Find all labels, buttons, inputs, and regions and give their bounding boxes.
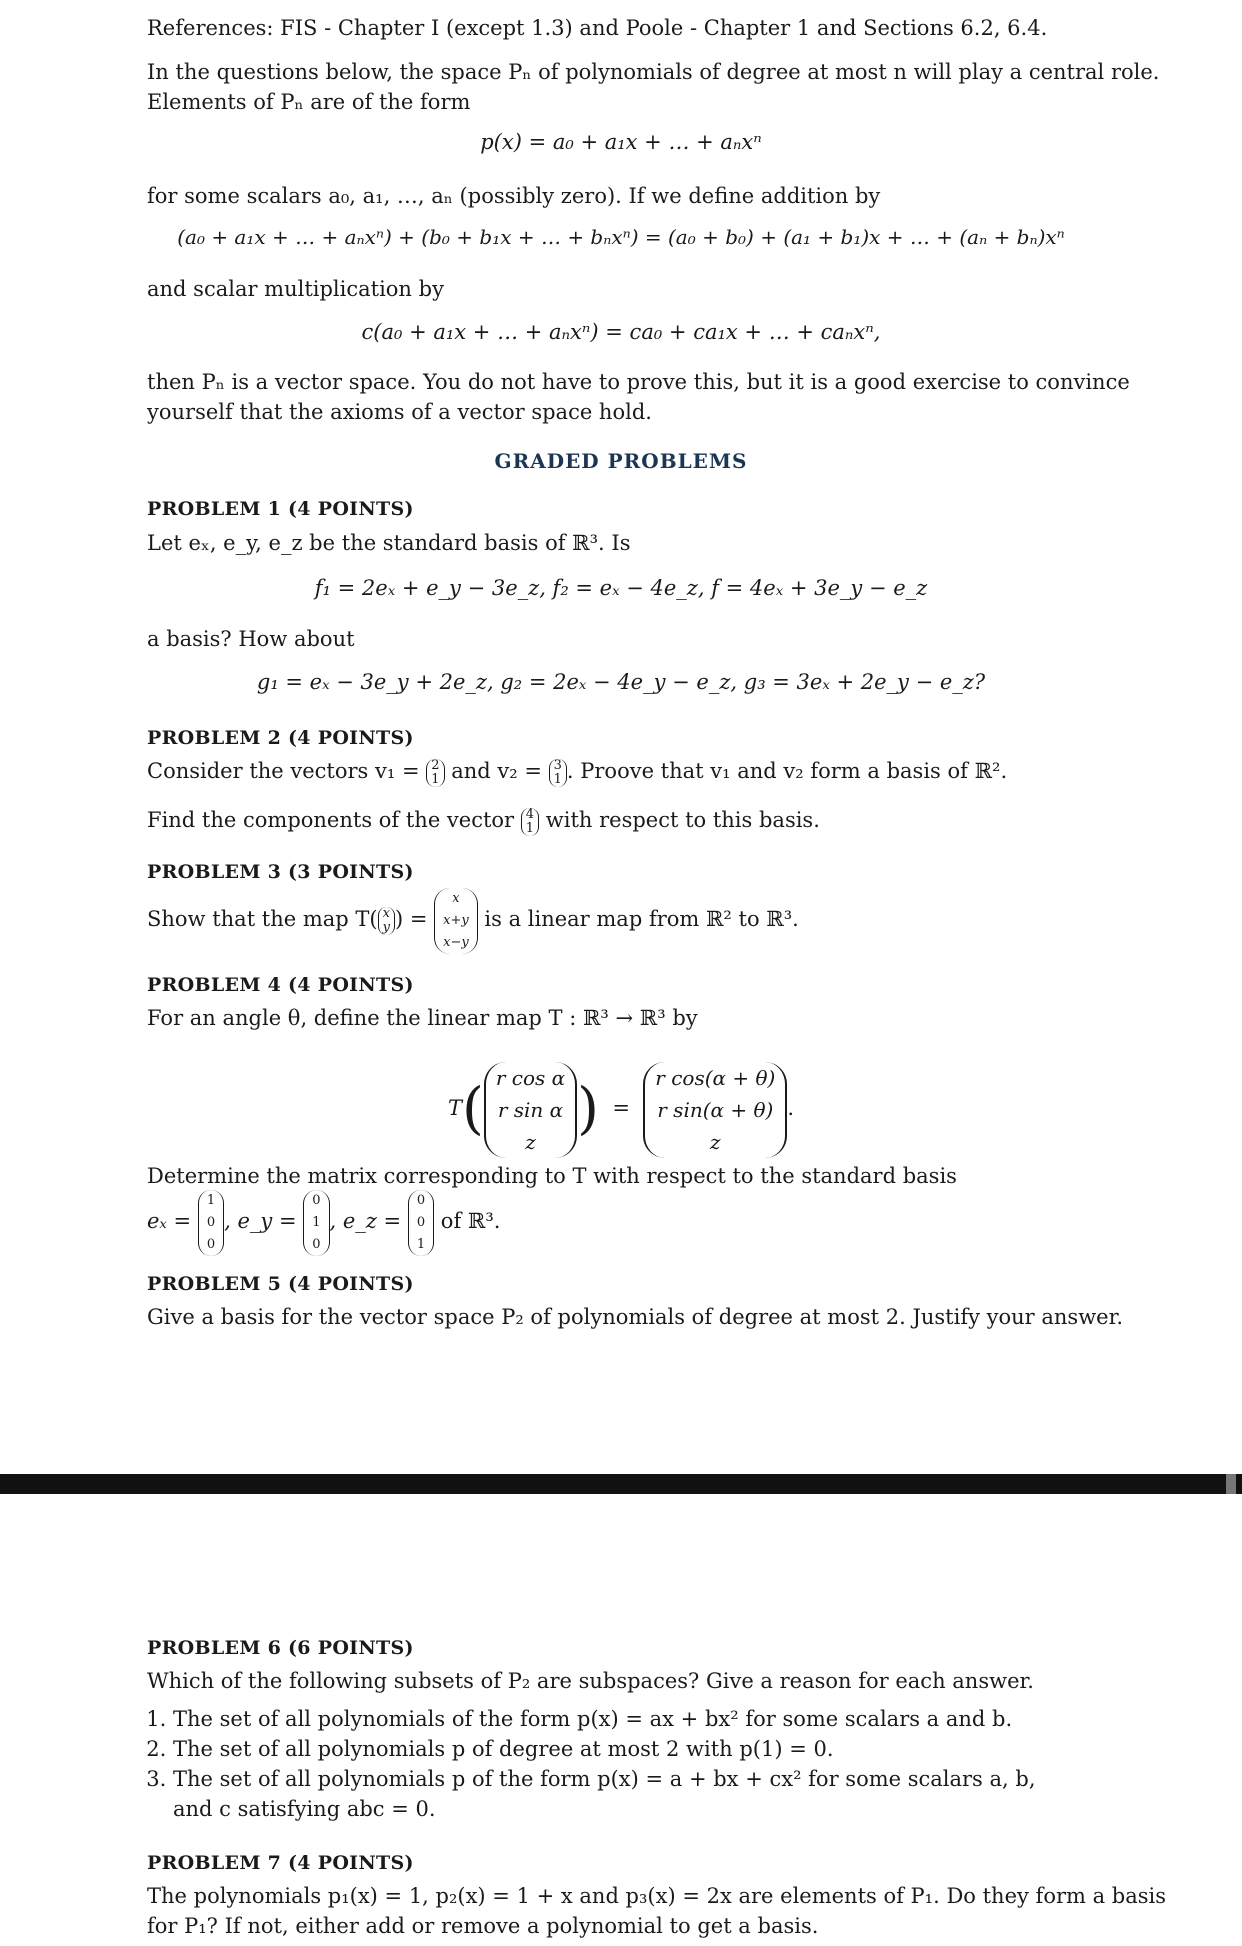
problem-6-list — [147, 1704, 1047, 1824]
problem-5-text: Give a basis for the vector space P₂ of polynomials of degree at most 2. Justify your answer. — [147, 1305, 1124, 1329]
problem-4-basis-text: Determine the matrix corresponding to T with respect to the standard basis — [147, 1164, 957, 1188]
polynomial-form-equation: p(x) = a₀ + a₁x + … + aₙxⁿ — [480, 130, 762, 154]
list-item: 3. The set of all polynomials p of the form p(x) = a + bx + cx² for some scalars a, b, and c satisfying abc = 0. — [173, 1764, 1047, 1824]
problem-5-title: PROBLEM 5 (4 POINTS) — [147, 1273, 414, 1295]
addition-equation: (a₀ + a₁x + … + aₙxⁿ) + (b₀ + b₁x + … + bₙxⁿ) = (a₀ + b₀) + (a₁ + b₁)x + … + (aₙ + bₙ)xⁿ — [177, 225, 1065, 249]
problem-1-text-2: a basis? How about — [147, 627, 355, 651]
list-item: 1. The set of all polynomials of the form p(x) = ax + bx² for some scalars a and b. — [173, 1704, 1047, 1734]
problem-2-title: PROBLEM 2 (4 POINTS) — [147, 727, 414, 749]
problem-3-line: Show that the map T( x y ) = x x+y x−y is a linear map from ℝ² to ℝ³. — [147, 882, 799, 956]
rotation-output-vector: r cos(α + θ) r sin(α + θ) z — [643, 1062, 787, 1158]
problem-1-text: Let eₓ, e_y, e_z be the standard basis of ℝ³. Is — [147, 531, 631, 555]
basis-vector-ez: 0 0 1 — [408, 1190, 434, 1256]
intro-paragraph-line-2: Elements of Pₙ are of the form — [147, 90, 471, 114]
problem-4-basis-vectors: eₓ = 1 0 0, e_y = 0 1 0, e_z = 0 0 1 of ℝ³. — [147, 1186, 500, 1256]
vector-space-line-1: then Pₙ is a vector space. You do not have to prove this, but it is a good exercise to convince — [147, 370, 1130, 394]
scalar-mult-paragraph: and scalar multiplication by — [147, 277, 444, 301]
problem-6-title: PROBLEM 6 (6 POINTS) — [147, 1637, 414, 1659]
page-divider — [0, 1474, 1242, 1494]
vector-space-line-2: yourself that the axioms of a vector space hold. — [147, 400, 652, 424]
basis-vector-ey: 0 1 0 — [303, 1190, 329, 1256]
page-2 — [0, 1494, 1242, 1946]
problem-2-line-2: Find the components of the vector 4 1 with respect to this basis. — [147, 806, 820, 836]
problem-3-title: PROBLEM 3 (3 POINTS) — [147, 861, 414, 883]
problem-7-line-2: for P₁? If not, either add or remove a polynomial to get a basis. — [147, 1914, 819, 1938]
problem-7-line-1: The polynomials p₁(x) = 1, p₂(x) = 1 + x and p₃(x) = 2x are elements of P₁. Do they form a basis — [147, 1884, 1167, 1908]
scrollbar-thumb[interactable] — [1226, 1474, 1236, 1494]
vector-v1: 2 1 — [426, 759, 444, 787]
problem-6-text: Which of the following subsets of P₂ are subspaces? Give a reason for each answer. — [147, 1669, 1034, 1693]
problem-4-rotation-equation: T( r cos α r sin α z ) = r cos(α + θ) r sin(α + θ) z. — [0, 1048, 1242, 1170]
problem-1-equation-g: g₁ = eₓ − 3e_y + 2e_z, g₂ = 2eₓ − 4e_y − e_z, g₃ = 3eₓ + 2e_y − e_z? — [256, 670, 986, 694]
intro-paragraph-line-1: In the questions below, the space Pₙ of polynomials of degree at most n will play a central role. — [147, 60, 1160, 84]
problem-4-text: For an angle θ, define the linear map T : ℝ³ → ℝ³ by — [147, 1006, 698, 1030]
problem-2-line-1: Consider the vectors v₁ = 2 1 and v₂ = 3 1 . Proove that v₁ and v₂ form a basis of ℝ². — [147, 757, 1008, 787]
map-output-vector: x x+y x−y — [434, 888, 478, 954]
vector-4-1: 4 1 — [521, 808, 539, 836]
list-item: 2. The set of all polynomials p of degree at most 2 with p(1) = 0. — [173, 1734, 1047, 1764]
problem-4-title: PROBLEM 4 (4 POINTS) — [147, 974, 414, 996]
problem-1-equation-f: f₁ = 2eₓ + e_y − 3e_z, f₂ = eₓ − 4e_z, f = 4eₓ + 3e_y − e_z — [314, 576, 928, 600]
scalar-mult-equation: c(a₀ + a₁x + … + aₙxⁿ) = ca₀ + ca₁x + … + caₙxⁿ, — [361, 320, 881, 344]
map-input-vector: x y — [378, 907, 395, 935]
vector-v2: 3 1 — [549, 759, 567, 787]
scalars-paragraph: for some scalars a₀, a₁, …, aₙ (possibly zero). If we define addition by — [147, 184, 881, 208]
rotation-input-vector: r cos α r sin α z — [484, 1062, 577, 1158]
basis-vector-ex: 1 0 0 — [198, 1190, 224, 1256]
references-line: References: FIS - Chapter I (except 1.3) and Poole - Chapter 1 and Sections 6.2, 6.4. — [147, 16, 1048, 40]
problem-1-title: PROBLEM 1 (4 POINTS) — [147, 498, 414, 520]
section-title: GRADED PROBLEMS — [494, 449, 748, 473]
problem-7-title: PROBLEM 7 (4 POINTS) — [147, 1852, 414, 1874]
